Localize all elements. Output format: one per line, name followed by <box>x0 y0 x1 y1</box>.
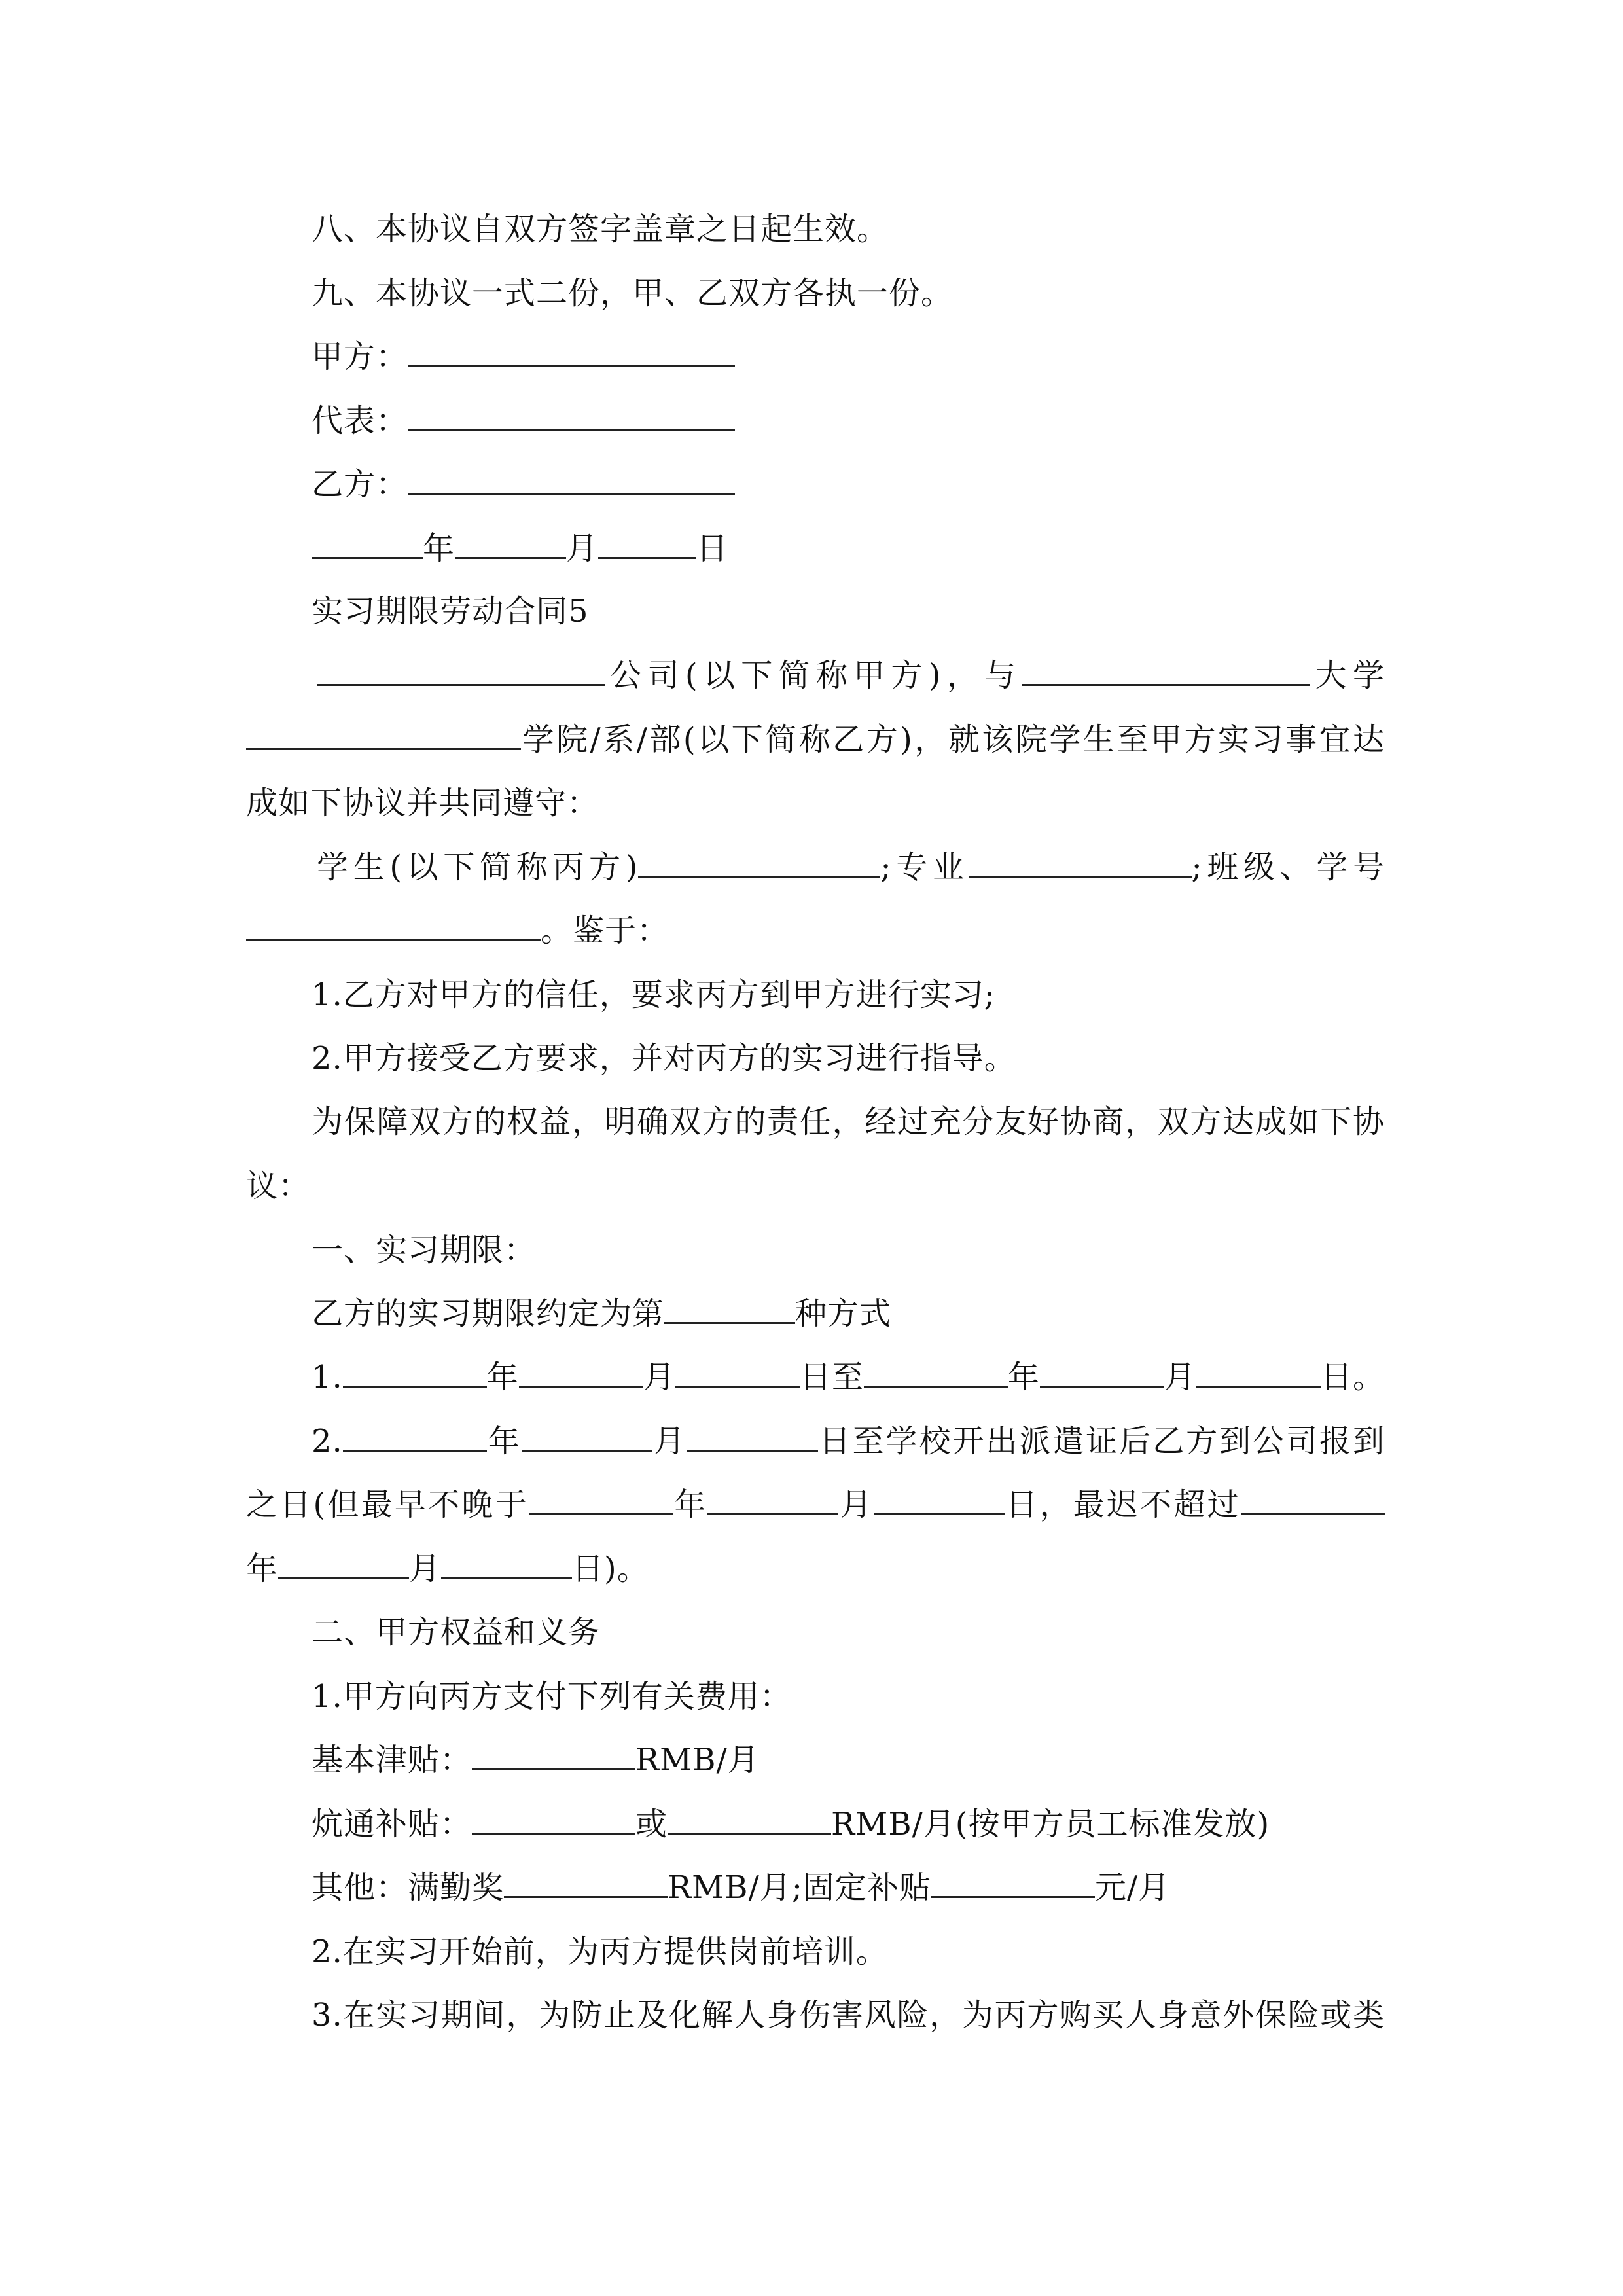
other-end: 元/月 <box>1094 1869 1171 1906</box>
contract-title: 实习期限劳动合同5 <box>312 593 589 630</box>
purpose-line-1: 为保障双方的权益，明确双方的责任，经过充分友好协商，双方达成如下协 <box>312 1103 1385 1140</box>
intro-line-3: 成如下协议并共同遵守： <box>246 785 599 821</box>
signature-party-a <box>312 336 1385 378</box>
university-blank <box>1022 658 1310 686</box>
party-b-blank <box>408 467 735 495</box>
opt2-l2-day: 日，最迟不超过 <box>1004 1486 1241 1523</box>
basic-unit: RMB/月 <box>635 1742 760 1778</box>
opt1-day-to: 日至 <box>799 1359 864 1395</box>
term-option-2 <box>312 1420 1385 1462</box>
university-text: 大学 <box>1310 657 1385 694</box>
opt2-day-blank <box>687 1424 818 1452</box>
opt2-month: 月 <box>652 1423 687 1460</box>
intro-line-2 <box>246 719 1385 761</box>
opt2-l3-year: 年 <box>246 1551 279 1587</box>
class-id-text: ;班级、学号 <box>1191 849 1385 886</box>
opt2-l2-pre: 之日(但最早不晚于 <box>246 1486 529 1523</box>
term-option-2-line-2 <box>246 1484 1385 1526</box>
other-unit: RMB/月;固定补贴 <box>668 1869 931 1906</box>
student-line <box>317 846 1385 888</box>
other-allowance-line <box>312 1867 1385 1909</box>
section-2-item-3: 3.在实习期间，为防止及化解人身伤害风险，为丙方购买人身意外保险或类 <box>312 1997 1385 2034</box>
party-a-blank <box>408 339 735 367</box>
transport-allowance-line <box>312 1803 1385 1845</box>
opt2-year: 年 <box>486 1423 522 1460</box>
opt2-l3-month-blank <box>278 1551 409 1579</box>
other-pre: 其他：满勤奖 <box>312 1869 505 1906</box>
opt2-l2-year: 年 <box>672 1486 708 1523</box>
opt1-month2-blank <box>1040 1359 1164 1388</box>
representative-blank <box>408 403 735 431</box>
student-blank <box>638 850 880 878</box>
section-2-item-1: 1.甲方向丙方支付下列有关费用： <box>312 1678 792 1715</box>
party-a-label: 甲方： <box>312 338 408 375</box>
company-blank <box>317 658 605 686</box>
whereas-line <box>246 910 1385 952</box>
term-option-1 <box>312 1356 1385 1398</box>
transport-unit: RMB/月(按甲方员工标准发放) <box>831 1806 1270 1842</box>
transport-blank-2 <box>668 1806 831 1835</box>
opt2-text: 日至学校开出派遣证后乙方到公司报到 <box>817 1423 1385 1460</box>
college-blank <box>246 722 521 750</box>
opt1-year-blank <box>343 1359 487 1388</box>
month-label: 月 <box>566 530 599 567</box>
section-2-item-2: 2.在实习开始前，为丙方提供岗前培训。 <box>312 1933 888 1970</box>
representative-label: 代表： <box>312 403 408 439</box>
class-id-blank <box>246 913 541 941</box>
transport-or: 或 <box>635 1806 668 1842</box>
opt1-day2-blank <box>1196 1359 1321 1388</box>
opt1-day-blank <box>675 1359 800 1388</box>
date-line <box>312 528 1385 569</box>
major-text: ;专业 <box>880 849 969 886</box>
signature-representative <box>312 400 1385 442</box>
whereas-item-1: 1.乙方对甲方的信任，要求丙方到甲方进行实习; <box>312 977 995 1013</box>
opt2-year-blank <box>343 1424 487 1452</box>
clause-eight: 八、本协议自双方签字盖章之日起生效。 <box>312 211 889 247</box>
college-text: 学院/系/部(以下简称乙方)，就该院学生至甲方实习事宜达 <box>521 721 1385 758</box>
term-method-line <box>312 1293 1385 1335</box>
student-text: 学生(以下简称丙方) <box>317 849 639 886</box>
opt2-l2-year-blank <box>529 1487 673 1515</box>
fixed-subsidy-blank <box>931 1870 1095 1898</box>
opt2-num: 2. <box>312 1423 343 1460</box>
whereas-item-2: 2.甲方接受乙方要求，并对丙方的实习进行指导。 <box>312 1040 1016 1077</box>
day-blank <box>598 531 696 559</box>
intro-line-1 <box>317 655 1385 696</box>
transport-pre: 炕通补贴： <box>312 1806 473 1842</box>
basic-pre: 基本津贴： <box>312 1742 473 1778</box>
method-pre: 乙方的实习期限约定为第 <box>312 1295 665 1332</box>
term-option-2-line-3 <box>246 1548 1385 1590</box>
clause-nine: 九、本协议一式二份，甲、乙双方各执一份。 <box>312 275 954 312</box>
opt1-month: 月 <box>643 1359 675 1395</box>
opt2-l3-day-blank <box>441 1551 572 1579</box>
opt2-l2-latest-blank <box>1241 1487 1385 1515</box>
opt1-year2: 年 <box>1007 1359 1040 1395</box>
month-blank <box>455 531 566 559</box>
opt1-year: 年 <box>486 1359 519 1395</box>
basic-blank <box>472 1742 635 1770</box>
section-1-title: 一、实习期限： <box>312 1232 537 1268</box>
opt2-l3-end: 日)。 <box>572 1551 649 1587</box>
opt1-year2-blank <box>864 1359 1008 1388</box>
day-label: 日 <box>696 530 729 567</box>
basic-allowance-line <box>312 1739 1385 1781</box>
party-b-label: 乙方： <box>312 466 408 503</box>
opt1-month2: 月 <box>1164 1359 1196 1395</box>
purpose-line-2: 议： <box>246 1168 311 1204</box>
year-blank <box>312 531 423 559</box>
opt1-month-blank <box>519 1359 643 1388</box>
year-label: 年 <box>423 530 455 567</box>
section-2-title: 二、甲方权益和义务 <box>312 1614 601 1651</box>
attendance-blank <box>504 1870 668 1898</box>
opt2-l3-month: 月 <box>409 1551 442 1587</box>
opt2-l2-month: 月 <box>838 1486 874 1523</box>
opt2-l2-day-blank <box>874 1487 1005 1515</box>
opt1-num: 1. <box>312 1359 343 1395</box>
whereas-text: 。鉴于： <box>541 912 669 949</box>
major-blank <box>969 850 1192 878</box>
signature-party-b <box>312 463 1385 505</box>
method-post: 种方式 <box>795 1295 892 1332</box>
method-blank <box>664 1296 795 1324</box>
transport-blank-1 <box>472 1806 635 1835</box>
opt1-end: 日。 <box>1320 1359 1385 1395</box>
company-text: 公司(以下简称甲方)，与 <box>605 657 1022 694</box>
opt2-l2-month-blank <box>707 1487 838 1515</box>
opt2-month-blank <box>522 1424 652 1452</box>
